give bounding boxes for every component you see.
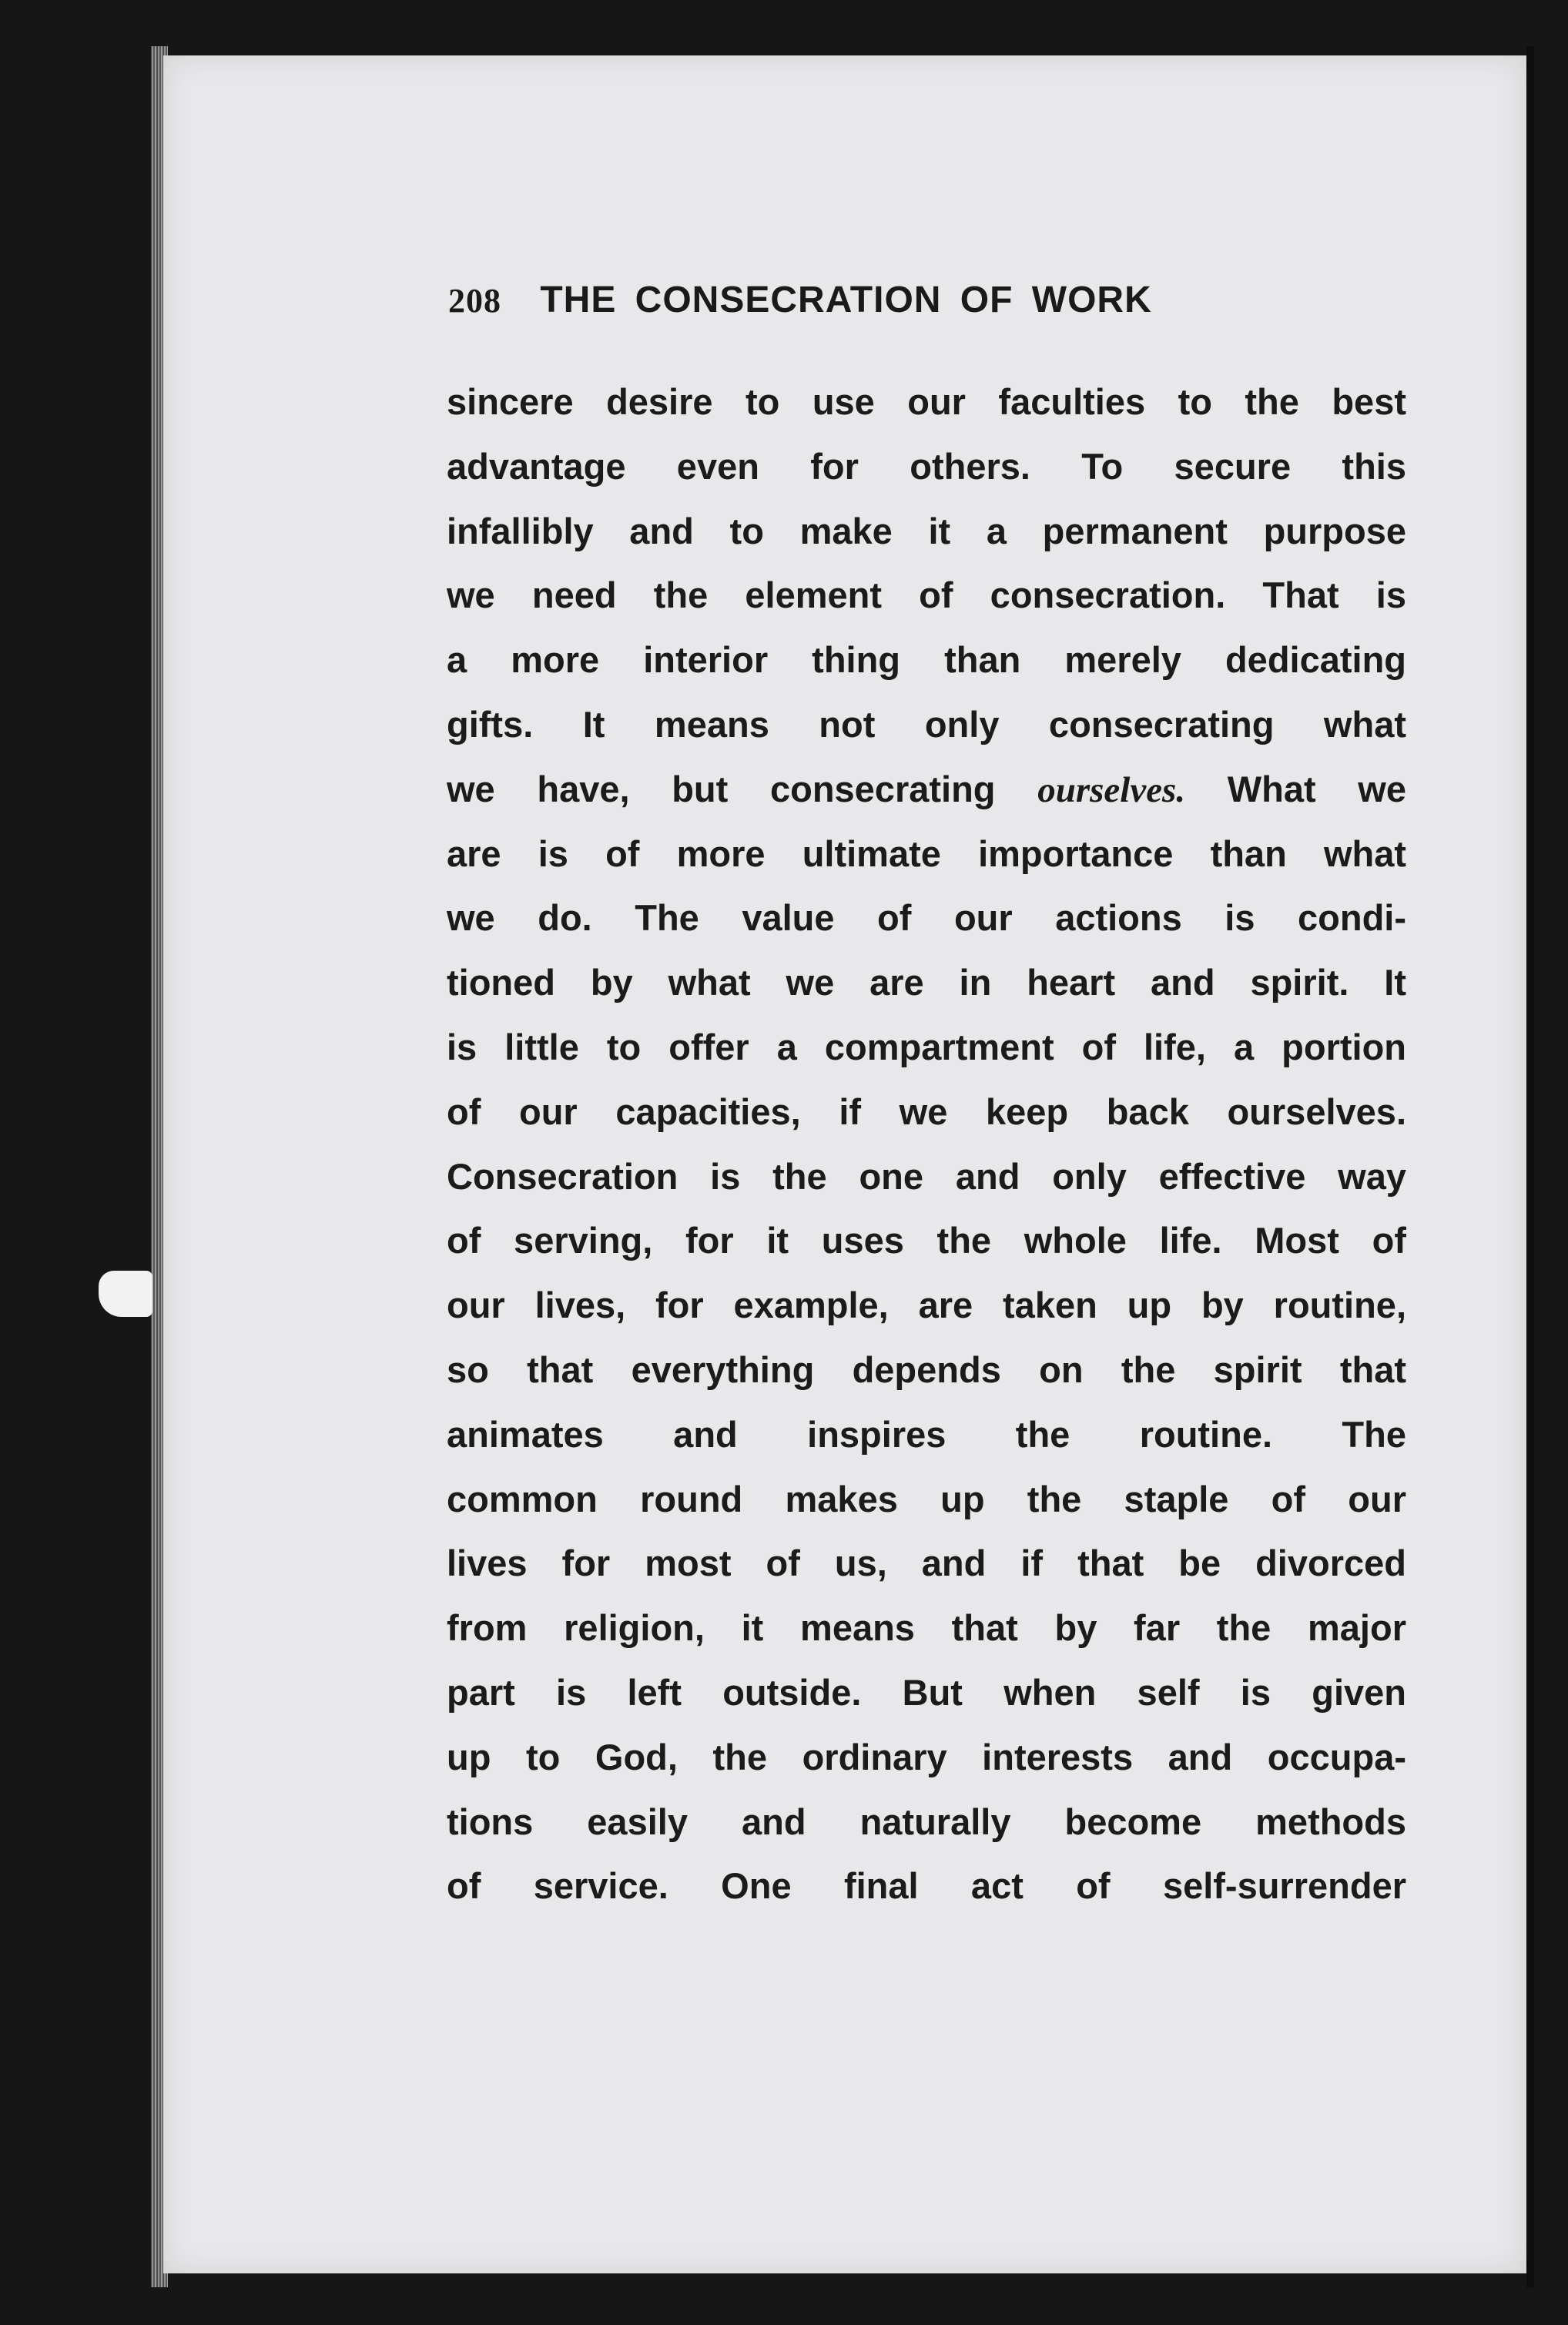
text-line: is little to offer a compartment of life, a portion bbox=[447, 1026, 1406, 1067]
clip-tab bbox=[99, 1271, 152, 1317]
running-head bbox=[448, 279, 1280, 333]
text-line: of service. One final act of self-surrender bbox=[447, 1865, 1406, 1907]
text-line: a more interior thing than merely dedicating bbox=[447, 639, 1406, 681]
page-right-edge bbox=[1526, 46, 1534, 2287]
text-line: lives for most of us, and if that be divorced bbox=[447, 1543, 1406, 1584]
text-line: animates and inspires the routine. The bbox=[447, 1413, 1406, 1455]
text-line: from religion, it means that by far the major bbox=[447, 1607, 1406, 1649]
text-line: part is left outside. But when self is given bbox=[447, 1671, 1406, 1713]
text-line: so that everything depends on the spirit that bbox=[447, 1348, 1406, 1390]
text-line: we do. The value of our actions is condi- bbox=[447, 897, 1406, 939]
italic-emphasis: ourselves. bbox=[1037, 769, 1186, 810]
text-line: of our capacities, if we keep back ourselves. bbox=[447, 1090, 1406, 1132]
text-line: of serving, for it uses the whole life. Most of bbox=[447, 1220, 1406, 1261]
text-line: are is of more ultimate importance than what bbox=[447, 833, 1406, 874]
text-line-with-italic bbox=[447, 757, 1406, 822]
text-line: advantage even for others. To secure this bbox=[447, 445, 1406, 487]
text-line: gifts. It means not only consecrating what bbox=[447, 703, 1406, 745]
text-line: Consecration is the one and only effective way bbox=[447, 1155, 1406, 1197]
text-line: tions easily and naturally become methods bbox=[447, 1801, 1406, 1842]
text-segment: What we bbox=[1185, 768, 1406, 809]
text-line: we need the element of consecration. That is bbox=[447, 575, 1406, 616]
text-line: sincere desire to use our faculties to the best bbox=[447, 381, 1406, 422]
text-line: infallibly and to make it a permanent purpose bbox=[447, 510, 1406, 551]
running-title: THE CONSECRATION OF WORK bbox=[540, 280, 1152, 320]
body-text bbox=[447, 370, 1406, 1918]
text-line: up to God, the ordinary interests and occupa- bbox=[447, 1736, 1406, 1777]
text-line: tioned by what we are in heart and spirit. It bbox=[447, 962, 1406, 1003]
text-segment: we have, but consecrating bbox=[447, 768, 1038, 809]
text-line: common round makes up the staple of our bbox=[447, 1478, 1406, 1519]
text-line: our lives, for example, are taken up by routine, bbox=[447, 1285, 1406, 1326]
page-number: 208 bbox=[448, 282, 501, 320]
